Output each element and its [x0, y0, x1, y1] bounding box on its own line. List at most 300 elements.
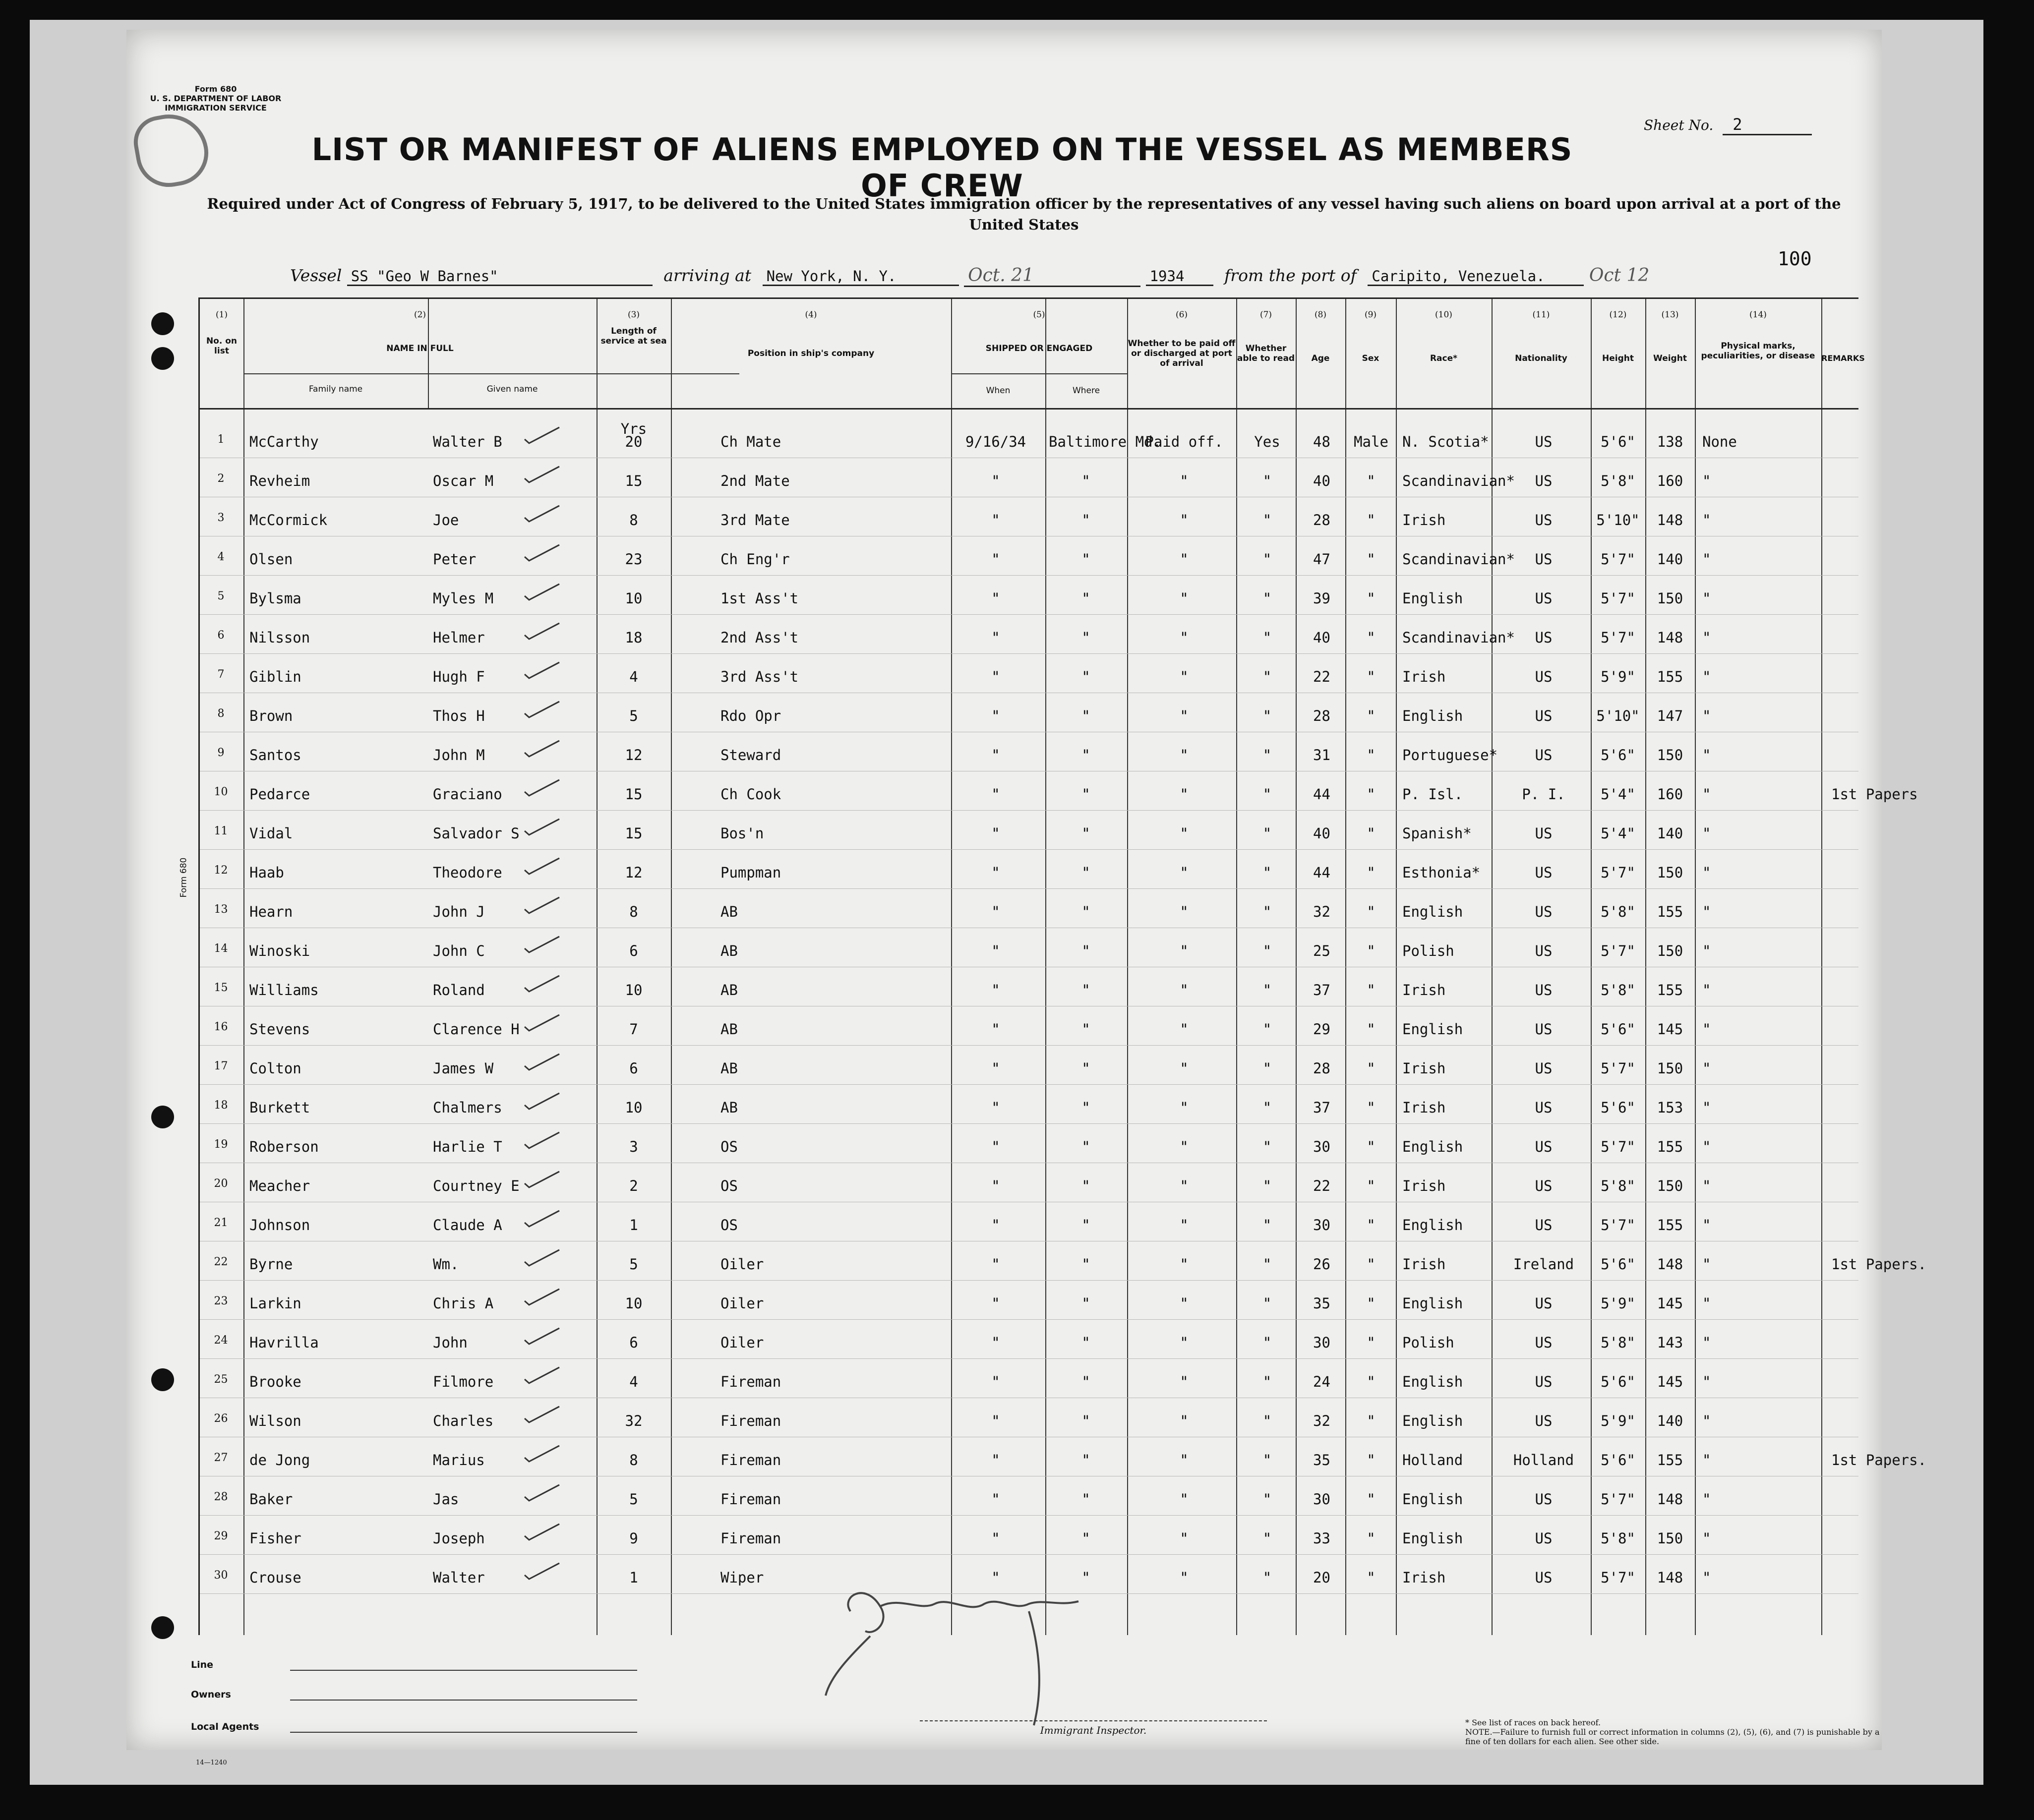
age-cell: 35 — [1313, 1295, 1330, 1312]
weight-cell: 150 — [1657, 1177, 1683, 1194]
race-cell: Portuguese* — [1402, 747, 1498, 763]
col-num: (4) — [805, 310, 817, 320]
family-name-cell: Giblin — [249, 668, 301, 685]
able-to-read-cell: " — [1262, 590, 1272, 607]
family-name-cell: McCormick — [249, 512, 328, 528]
nationality-cell: US — [1535, 433, 1553, 450]
table-row — [200, 930, 1858, 969]
weight-cell: 148 — [1657, 512, 1683, 528]
position-cell: AB — [720, 1021, 738, 1038]
family-name-cell: McCarthy — [249, 433, 319, 450]
remarks-cell: 1st Papers — [1831, 786, 1918, 803]
shipped-where-cell: " — [1081, 668, 1090, 685]
given-name-cell: Chalmers — [433, 1099, 502, 1116]
height-cell: 5'6" — [1601, 747, 1635, 763]
paid-off-cell: " — [1180, 1021, 1189, 1038]
paid-off-cell: " — [1180, 747, 1189, 763]
header-age: Age — [1311, 353, 1330, 363]
sex-cell: " — [1367, 707, 1376, 724]
age-cell: 26 — [1313, 1256, 1330, 1273]
col-num: (3) — [627, 310, 640, 320]
shipped-when-cell: " — [991, 786, 1000, 803]
header-shipped: SHIPPED OR ENGAGED — [985, 344, 1093, 353]
position-cell: Fireman — [720, 1373, 781, 1390]
service-years-cell: 1 — [629, 1569, 638, 1586]
footer-line-label: Line — [191, 1659, 214, 1670]
checkmark-icon — [522, 974, 562, 994]
shipped-where-cell: " — [1081, 903, 1090, 920]
sex-cell: " — [1367, 1491, 1376, 1508]
sex-cell: " — [1367, 1530, 1376, 1547]
header-race: Race* — [1430, 353, 1458, 363]
sheet-label: Sheet No. — [1644, 117, 1714, 133]
physical-marks-cell: " — [1702, 1217, 1711, 1233]
nationality-cell: US — [1535, 1295, 1553, 1312]
age-cell: 40 — [1313, 825, 1330, 842]
weight-cell: 150 — [1657, 864, 1683, 881]
row-number-cell: 6 — [217, 629, 225, 642]
weight-cell: 153 — [1657, 1099, 1683, 1116]
able-to-read-cell: " — [1262, 825, 1272, 842]
family-name-cell: Hearn — [249, 903, 293, 920]
able-to-read-cell: " — [1262, 1491, 1272, 1508]
row-number-cell: 9 — [217, 747, 225, 759]
age-cell: 22 — [1313, 668, 1330, 685]
family-name-cell: Roberson — [249, 1138, 319, 1155]
shipped-where-cell: " — [1081, 747, 1090, 763]
height-cell: 5'9" — [1601, 668, 1635, 685]
age-cell: 47 — [1313, 551, 1330, 568]
given-name-cell: Harlie T — [433, 1138, 502, 1155]
race-cell: Irish — [1402, 1569, 1446, 1586]
shipped-when-cell: " — [991, 942, 1000, 959]
able-to-read-cell: " — [1262, 512, 1272, 528]
table-row — [200, 1086, 1858, 1125]
height-cell: 5'6" — [1601, 1373, 1635, 1390]
race-cell: English — [1402, 1491, 1463, 1508]
physical-marks-cell: " — [1702, 825, 1711, 842]
physical-marks-cell: " — [1702, 1256, 1711, 1273]
footer-note — [1465, 1718, 1882, 1746]
row-number-cell: 16 — [214, 1021, 228, 1033]
weight-cell: 150 — [1657, 590, 1683, 607]
header-service: Length of service at sea — [600, 326, 667, 346]
paid-off-cell: " — [1180, 864, 1189, 881]
shipped-when-cell: " — [991, 1099, 1000, 1116]
race-cell: N. Scotia* — [1402, 433, 1489, 450]
height-cell: 5'8" — [1601, 1334, 1635, 1351]
age-cell: 48 — [1313, 433, 1330, 450]
service-years-cell: 6 — [629, 942, 638, 959]
nationality-cell: US — [1535, 707, 1553, 724]
physical-marks-cell: " — [1702, 982, 1711, 998]
nationality-cell: US — [1535, 629, 1553, 646]
header-family-name: Family name — [308, 384, 363, 394]
able-to-read-cell: " — [1262, 1099, 1272, 1116]
physical-marks-cell: " — [1702, 1334, 1711, 1351]
nationality-cell: US — [1535, 1099, 1553, 1116]
page-subtitle: Required under Act of Congress of February 5, 1917, to be delivered to the United States immigration officer by the representatives of any vessel having such aliens on board upon arrival at a port of the United States — [207, 195, 1841, 233]
remarks-cell: 1st Papers. — [1831, 1452, 1927, 1468]
race-cell: P. Isl. — [1402, 786, 1463, 803]
weight-cell: 143 — [1657, 1334, 1683, 1351]
checkmark-icon — [522, 1522, 562, 1542]
service-years-cell: 10 — [625, 590, 643, 607]
family-name-cell: Stevens — [249, 1021, 310, 1038]
able-to-read-cell: " — [1262, 472, 1272, 489]
given-name-cell: Salvador S — [433, 825, 520, 842]
table-row — [200, 1439, 1927, 1478]
shipped-where-cell: " — [1081, 942, 1090, 959]
paid-off-cell: " — [1180, 629, 1189, 646]
able-to-read-cell: " — [1262, 1530, 1272, 1547]
nationality-cell: US — [1535, 590, 1553, 607]
vessel-label: Vessel — [290, 266, 342, 285]
header-height: Height — [1602, 353, 1634, 363]
checkmark-icon — [522, 1052, 562, 1072]
position-cell: AB — [720, 942, 738, 959]
row-number-cell: 19 — [214, 1138, 228, 1151]
checkmark-icon — [522, 1405, 562, 1424]
arriving-port: New York, N. Y. — [763, 268, 959, 286]
sex-cell: " — [1367, 1569, 1376, 1586]
nationality-cell: US — [1535, 1217, 1553, 1233]
table-row — [200, 1360, 1858, 1400]
given-name-cell: John C — [433, 942, 485, 959]
col-num: (13) — [1661, 310, 1679, 320]
race-cell: Irish — [1402, 982, 1446, 998]
age-cell: 32 — [1313, 903, 1330, 920]
physical-marks-cell: " — [1702, 1452, 1711, 1468]
family-name-cell: Bylsma — [249, 590, 301, 607]
form-number: Form 680 — [194, 84, 237, 94]
col-num: (5) — [1033, 310, 1045, 320]
given-name-cell: Courtney E — [433, 1177, 520, 1194]
row-number-cell: 5 — [217, 590, 225, 602]
position-cell: OS — [720, 1217, 738, 1233]
able-to-read-cell: " — [1262, 1373, 1272, 1390]
height-cell: 5'4" — [1601, 786, 1635, 803]
service-years-cell: 3 — [629, 1138, 638, 1155]
shipped-when-cell: 9/16/34 — [965, 433, 1026, 450]
shipped-where-cell: " — [1081, 629, 1090, 646]
shipped-where-cell: " — [1081, 1334, 1090, 1351]
col-num: (11) — [1532, 310, 1550, 320]
race-cell: Irish — [1402, 1256, 1446, 1273]
footer-owners-label: Owners — [191, 1689, 231, 1700]
col-num: (1) — [215, 310, 228, 320]
shipped-when-cell: " — [991, 1177, 1000, 1194]
service-years-cell: 18 — [625, 629, 643, 646]
shipped-when-cell: " — [991, 1217, 1000, 1233]
age-cell: 28 — [1313, 1060, 1330, 1077]
table-row — [200, 1204, 1858, 1243]
sex-cell: " — [1367, 472, 1376, 489]
service-years-cell: 10 — [625, 1099, 643, 1116]
checkmark-icon — [522, 582, 562, 602]
nationality-cell: US — [1535, 1138, 1553, 1155]
table-row — [200, 969, 1858, 1008]
able-to-read-cell: " — [1262, 551, 1272, 568]
race-cell: English — [1402, 1373, 1463, 1390]
service-years-cell: 20 — [625, 433, 643, 450]
physical-marks-cell: " — [1702, 864, 1711, 881]
sheet-number — [1644, 115, 1812, 135]
form-issuer — [149, 84, 283, 113]
checkmark-icon — [522, 935, 562, 954]
row-number-cell: 23 — [214, 1295, 228, 1307]
given-name-cell: Jas — [433, 1491, 459, 1508]
family-name-cell: de Jong — [249, 1452, 310, 1468]
shipped-when-cell: " — [991, 590, 1000, 607]
physical-marks-cell: " — [1702, 1530, 1711, 1547]
table-row — [200, 851, 1858, 890]
height-cell: 5'7" — [1601, 1060, 1635, 1077]
table-row — [200, 577, 1858, 616]
header-physical: Physical marks, peculiarities, or disease — [1701, 341, 1815, 361]
row-number-cell: 17 — [214, 1060, 228, 1072]
given-name-cell: Thos H — [433, 707, 485, 724]
given-name-cell: Joe — [433, 512, 459, 528]
physical-marks-cell: " — [1702, 590, 1711, 607]
height-cell: 5'7" — [1601, 590, 1635, 607]
service-years-cell: 6 — [629, 1334, 638, 1351]
nationality-cell: US — [1535, 1569, 1553, 1586]
checkmark-icon — [522, 1170, 562, 1189]
age-cell: 40 — [1313, 629, 1330, 646]
nationality-cell: US — [1535, 747, 1553, 763]
race-cell: Polish — [1402, 1334, 1454, 1351]
height-cell: 5'9" — [1601, 1295, 1635, 1312]
age-cell: 39 — [1313, 590, 1330, 607]
form-code: 14—1240 — [196, 1759, 227, 1766]
fine-note: NOTE.—Failure to furnish full or correct information in columns (2), (5), (6), and (7) is punishable by a fine of ten dollars for each alien. See other side. — [1465, 1727, 1880, 1746]
footer-agents-label: Local Agents — [191, 1721, 259, 1732]
family-name-cell: Crouse — [249, 1569, 301, 1586]
checkmark-icon — [522, 465, 562, 484]
age-cell: 33 — [1313, 1530, 1330, 1547]
checkmark-icon — [522, 1483, 562, 1503]
departure-date: Oct 12 — [1589, 265, 1650, 286]
row-number-cell: 4 — [217, 551, 225, 563]
shipped-when-cell: " — [991, 551, 1000, 568]
row-number-cell: 7 — [217, 668, 225, 681]
given-name-cell: Theodore — [433, 864, 502, 881]
shipped-when-cell: " — [991, 1138, 1000, 1155]
sex-cell: " — [1367, 747, 1376, 763]
checkmark-icon — [522, 856, 562, 876]
paid-off-cell: " — [1180, 942, 1189, 959]
table-row — [200, 499, 1858, 538]
page-number: 100 — [1778, 248, 1812, 270]
position-cell: Rdo Opr — [720, 707, 781, 724]
shipped-where-cell: " — [1081, 1099, 1090, 1116]
checkmark-icon — [522, 817, 562, 837]
shipped-when-cell: " — [991, 1295, 1000, 1312]
race-cell: English — [1402, 707, 1463, 724]
sex-cell: " — [1367, 1412, 1376, 1429]
paid-off-cell: " — [1180, 786, 1189, 803]
row-number-cell: 25 — [214, 1373, 228, 1386]
height-cell: 5'8" — [1601, 1530, 1635, 1547]
physical-marks-cell: " — [1702, 1491, 1711, 1508]
table-row — [200, 1517, 1858, 1556]
table-row — [200, 538, 1858, 577]
age-cell: 29 — [1313, 1021, 1330, 1038]
sex-cell: " — [1367, 1021, 1376, 1038]
row-number-cell: 30 — [214, 1569, 228, 1582]
paid-off-cell: " — [1180, 668, 1189, 685]
header-remarks: REMARKS — [1821, 353, 1865, 363]
nationality-cell: US — [1535, 903, 1553, 920]
page-title: LIST OR MANIFEST OF ALIENS EMPLOYED ON THE VESSEL AS MEMBERS OF CREW — [311, 131, 1573, 204]
paid-off-cell: " — [1180, 1256, 1189, 1273]
able-to-read-cell: " — [1262, 1021, 1272, 1038]
shipped-where-cell: " — [1081, 1217, 1090, 1233]
position-cell: Fireman — [720, 1530, 781, 1547]
shipped-when-cell: " — [991, 1569, 1000, 1586]
family-name-cell: Byrne — [249, 1256, 293, 1273]
position-cell: OS — [720, 1177, 738, 1194]
shipped-when-cell: " — [991, 1412, 1000, 1429]
family-name-cell: Santos — [249, 747, 301, 763]
shipped-when-cell: " — [991, 512, 1000, 528]
weight-cell: 140 — [1657, 825, 1683, 842]
header-sex: Sex — [1362, 353, 1379, 363]
family-name-cell: Nilsson — [249, 629, 310, 646]
col-num: (10) — [1435, 310, 1452, 320]
shipped-when-cell: " — [991, 1530, 1000, 1547]
sheet-value: 2 — [1723, 115, 1812, 135]
family-name-cell: Larkin — [249, 1295, 301, 1312]
paid-off-cell: " — [1180, 1452, 1189, 1468]
age-cell: 28 — [1313, 707, 1330, 724]
given-name-cell: John — [433, 1334, 468, 1351]
shipped-when-cell: " — [991, 668, 1000, 685]
position-cell: 3rd Mate — [720, 512, 790, 528]
service-years-cell: 8 — [629, 1452, 638, 1468]
row-number-cell: 21 — [214, 1217, 228, 1229]
checkmark-icon — [522, 1091, 562, 1111]
checkmark-icon — [522, 1326, 562, 1346]
able-to-read-cell: " — [1262, 1334, 1272, 1351]
header-read: Whether able to read — [1237, 344, 1295, 363]
races-note: * See list of races on back hereof. — [1465, 1718, 1601, 1727]
given-name-cell: James W — [433, 1060, 494, 1077]
service-years-cell: 5 — [629, 707, 638, 724]
paid-off-cell: " — [1180, 1295, 1189, 1312]
family-name-cell: Revheim — [249, 472, 310, 489]
given-name-cell: Roland — [433, 982, 485, 998]
crew-table — [198, 297, 1927, 1635]
table-row — [200, 695, 1858, 734]
paid-off-cell: " — [1180, 472, 1189, 489]
shipped-when-cell: " — [991, 1452, 1000, 1468]
sex-cell: " — [1367, 1138, 1376, 1155]
shipped-where-cell: " — [1081, 982, 1090, 998]
service-years-cell: 32 — [625, 1412, 643, 1429]
paid-off-cell: " — [1180, 903, 1189, 920]
physical-marks-cell: " — [1702, 472, 1711, 489]
given-name-cell: Marius — [433, 1452, 485, 1468]
position-cell: Wiper — [720, 1569, 764, 1586]
shipped-where-cell: " — [1081, 1060, 1090, 1077]
shipped-where-cell: " — [1081, 707, 1090, 724]
given-name-cell: Chris A — [433, 1295, 494, 1312]
position-cell: 2nd Ass't — [720, 629, 799, 646]
vessel-line — [290, 265, 1649, 287]
sex-cell: " — [1367, 512, 1376, 528]
row-number-cell: 8 — [217, 707, 225, 720]
given-name-cell: Peter — [433, 551, 477, 568]
position-cell: 1st Ass't — [720, 590, 799, 607]
position-cell: AB — [720, 903, 738, 920]
race-cell: English — [1402, 1295, 1463, 1312]
checkmark-icon — [522, 1287, 562, 1307]
weight-cell: 155 — [1657, 1452, 1683, 1468]
service-years-cell: 10 — [625, 1295, 643, 1312]
inspector-label: Immigrant Inspector. — [920, 1720, 1267, 1736]
age-cell: 30 — [1313, 1491, 1330, 1508]
weight-cell: 155 — [1657, 1138, 1683, 1155]
height-cell: 5'7" — [1601, 864, 1635, 881]
age-cell: 31 — [1313, 747, 1330, 763]
col-num: (14) — [1749, 310, 1767, 320]
sex-cell: " — [1367, 629, 1376, 646]
position-cell: Bos'n — [720, 825, 764, 842]
able-to-read-cell: " — [1262, 629, 1272, 646]
position-cell: Fireman — [720, 1412, 781, 1429]
shipped-when-cell: " — [991, 1060, 1000, 1077]
physical-marks-cell: " — [1702, 512, 1711, 528]
physical-marks-cell: " — [1702, 747, 1711, 763]
arrival-year: 1934 — [1146, 268, 1213, 286]
weight-cell: 145 — [1657, 1295, 1683, 1312]
weight-cell: 150 — [1657, 1060, 1683, 1077]
able-to-read-cell: " — [1262, 707, 1272, 724]
age-cell: 30 — [1313, 1217, 1330, 1233]
row-number-cell: 18 — [214, 1099, 228, 1112]
nationality-cell: US — [1535, 1021, 1553, 1038]
age-cell: 28 — [1313, 512, 1330, 528]
position-cell: AB — [720, 1099, 738, 1116]
position-cell: Steward — [720, 747, 781, 763]
given-name-cell: Clarence H — [433, 1021, 520, 1038]
shipped-when-cell: " — [991, 707, 1000, 724]
row-number-cell: 26 — [214, 1412, 228, 1425]
service-years-cell: 1 — [629, 1217, 638, 1233]
given-name-cell: Wm. — [433, 1256, 459, 1273]
row-number-cell: 13 — [214, 903, 228, 916]
arriving-label: arriving at — [663, 266, 752, 285]
nationality-cell: US — [1535, 668, 1553, 685]
service-years-cell: 15 — [625, 786, 643, 803]
sex-cell: " — [1367, 590, 1376, 607]
paid-off-cell: " — [1180, 1217, 1189, 1233]
paid-off-cell: " — [1180, 590, 1189, 607]
able-to-read-cell: " — [1262, 747, 1272, 763]
nationality-cell: Ireland — [1513, 1256, 1574, 1273]
nationality-cell: US — [1535, 825, 1553, 842]
height-cell: 5'10" — [1596, 512, 1640, 528]
sex-cell: " — [1367, 668, 1376, 685]
race-cell: Irish — [1402, 512, 1446, 528]
given-name-cell: John J — [433, 903, 485, 920]
checkmark-icon — [522, 1248, 562, 1268]
position-cell: AB — [720, 1060, 738, 1077]
height-cell: 5'9" — [1601, 1412, 1635, 1429]
shipped-where-cell: " — [1081, 1452, 1090, 1468]
